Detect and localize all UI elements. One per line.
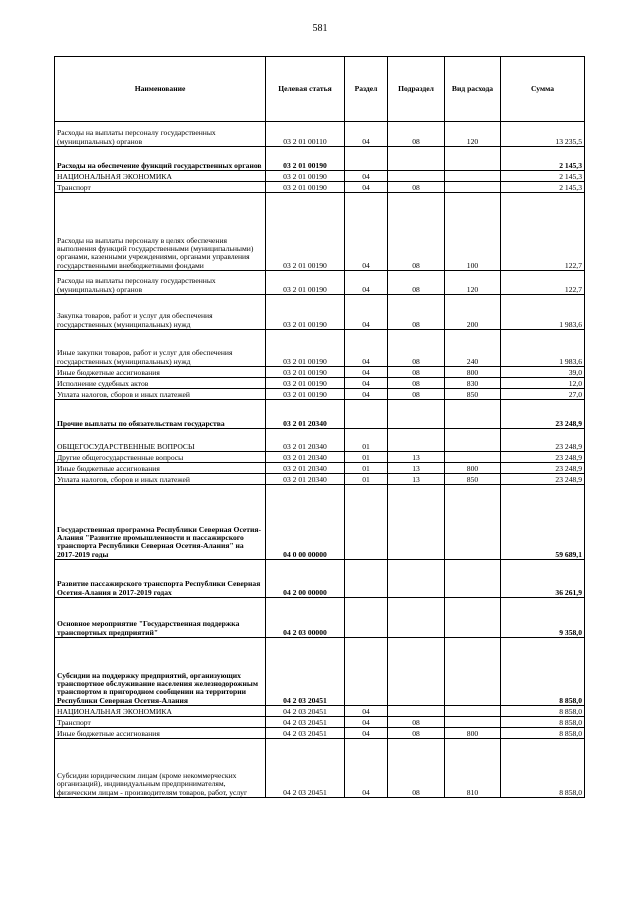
row-section-cell — [345, 598, 388, 638]
row-expense-type-cell — [445, 638, 501, 706]
row-target-article-cell: 03 2 01 00190 — [266, 389, 345, 400]
row-target-article-cell: 03 2 01 00190 — [266, 367, 345, 378]
table-row — [55, 485, 585, 560]
row-target-article-cell: 04 2 03 00000 — [266, 598, 345, 638]
table-row — [55, 706, 585, 717]
row-expense-type-cell — [445, 560, 501, 598]
row-sum-cell: 23 248,9 — [501, 463, 585, 474]
row-section-cell: 04 — [345, 193, 388, 271]
row-expense-type-cell: 200 — [445, 295, 501, 330]
row-expense-type-cell — [445, 429, 501, 452]
table-row — [55, 295, 585, 330]
row-name-cell: Субсидии на поддержку предприятий, организующих транспортное обслуживание населения железнодорожным транспортом в пригородном сообщении на территории Республики Северная Осетия-Алания — [55, 638, 266, 706]
row-section-cell: 04 — [345, 389, 388, 400]
table-row — [55, 728, 585, 739]
row-subsection-cell: 13 — [388, 474, 445, 485]
row-name-cell: Прочие выплаты по обязательствам государства — [55, 400, 266, 429]
row-sum-cell: 122,7 — [501, 271, 585, 295]
row-expense-type-cell: 100 — [445, 193, 501, 271]
row-expense-type-cell: 800 — [445, 728, 501, 739]
row-target-article-cell: 04 2 03 20451 — [266, 638, 345, 706]
row-subsection-cell — [388, 429, 445, 452]
row-sum-cell: 27,0 — [501, 389, 585, 400]
row-expense-type-cell: 810 — [445, 739, 501, 798]
row-name-cell: Транспорт — [55, 182, 266, 193]
row-target-article-cell: 03 2 01 20340 — [266, 474, 345, 485]
row-subsection-cell: 13 — [388, 463, 445, 474]
row-name-cell: Транспорт — [55, 717, 266, 728]
row-subsection-cell — [388, 598, 445, 638]
row-subsection-cell — [388, 560, 445, 598]
row-target-article-cell: 03 2 01 00190 — [266, 193, 345, 271]
row-subsection-cell: 08 — [388, 367, 445, 378]
row-subsection-cell: 08 — [388, 193, 445, 271]
table-row — [55, 598, 585, 638]
row-name-cell: Другие общегосударственные вопросы — [55, 452, 266, 463]
row-section-cell — [345, 485, 388, 560]
row-section-cell: 04 — [345, 728, 388, 739]
row-subsection-cell — [388, 400, 445, 429]
row-name-cell: Иные бюджетные ассигнования — [55, 367, 266, 378]
row-section-cell: 04 — [345, 271, 388, 295]
table-row — [55, 429, 585, 452]
table-row — [55, 717, 585, 728]
table-row — [55, 474, 585, 485]
row-expense-type-cell: 850 — [445, 474, 501, 485]
budget-table — [54, 56, 585, 798]
row-subsection-cell: 08 — [388, 330, 445, 367]
row-subsection-cell: 08 — [388, 122, 445, 147]
row-target-article-cell: 03 2 01 00190 — [266, 378, 345, 389]
row-target-article-cell: 04 0 00 00000 — [266, 485, 345, 560]
table-row — [55, 452, 585, 463]
row-expense-type-cell — [445, 400, 501, 429]
header-subsection: Подраздел — [388, 57, 445, 122]
row-expense-type-cell — [445, 598, 501, 638]
row-subsection-cell: 08 — [388, 271, 445, 295]
row-section-cell: 04 — [345, 171, 388, 182]
row-target-article-cell: 03 2 01 00190 — [266, 182, 345, 193]
row-expense-type-cell — [445, 717, 501, 728]
row-sum-cell: 1 983,6 — [501, 330, 585, 367]
row-name-cell: Основное мероприятие "Государственная поддержка транспортных предприятий" — [55, 598, 266, 638]
row-name-cell: Уплата налогов, сборов и иных платежей — [55, 474, 266, 485]
header-sum: Сумма — [501, 57, 585, 122]
row-name-cell: НАЦИОНАЛЬНАЯ ЭКОНОМИКА — [55, 706, 266, 717]
table-row — [55, 389, 585, 400]
row-sum-cell: 23 248,9 — [501, 474, 585, 485]
row-target-article-cell: 03 2 01 00110 — [266, 122, 345, 147]
row-subsection-cell — [388, 485, 445, 560]
page-number: 581 — [312, 23, 328, 34]
row-expense-type-cell: 120 — [445, 271, 501, 295]
row-section-cell: 04 — [345, 717, 388, 728]
table-row — [55, 182, 585, 193]
header-name: Наименование — [55, 57, 266, 122]
row-name-cell: Уплата налогов, сборов и иных платежей — [55, 389, 266, 400]
row-sum-cell: 8 858,0 — [501, 728, 585, 739]
table-body — [55, 122, 585, 798]
row-sum-cell: 23 248,9 — [501, 400, 585, 429]
row-subsection-cell: 08 — [388, 728, 445, 739]
header-section: Раздел — [345, 57, 388, 122]
row-expense-type-cell — [445, 706, 501, 717]
row-expense-type-cell — [445, 182, 501, 193]
row-section-cell: 04 — [345, 739, 388, 798]
table-row — [55, 560, 585, 598]
row-name-cell: Расходы на выплаты персоналу в целях обеспечения выполнения функций государственными (муниципальными) органами, казенными учреждениями, органами управления государственными внебюджетными фондами — [55, 193, 266, 271]
row-sum-cell: 12,0 — [501, 378, 585, 389]
row-sum-cell: 1 983,6 — [501, 295, 585, 330]
row-sum-cell: 36 261,9 — [501, 560, 585, 598]
row-subsection-cell — [388, 147, 445, 171]
table-row — [55, 463, 585, 474]
header-target-article: Целевая статья — [266, 57, 345, 122]
row-section-cell — [345, 400, 388, 429]
table-row — [55, 367, 585, 378]
row-name-cell: Иные закупки товаров, работ и услуг для обеспечения государственных (муниципальных) нужд — [55, 330, 266, 367]
row-section-cell — [345, 638, 388, 706]
row-expense-type-cell — [445, 171, 501, 182]
row-sum-cell: 2 145,3 — [501, 182, 585, 193]
row-name-cell: Иные бюджетные ассигнования — [55, 728, 266, 739]
row-sum-cell: 8 858,0 — [501, 706, 585, 717]
row-sum-cell: 8 858,0 — [501, 717, 585, 728]
row-section-cell: 01 — [345, 474, 388, 485]
row-name-cell: Закупка товаров, работ и услуг для обеспечения государственных (муниципальных) нужд — [55, 295, 266, 330]
row-section-cell: 04 — [345, 367, 388, 378]
row-subsection-cell: 08 — [388, 182, 445, 193]
row-target-article-cell: 03 2 01 00190 — [266, 171, 345, 182]
row-section-cell — [345, 560, 388, 598]
row-expense-type-cell: 830 — [445, 378, 501, 389]
row-sum-cell: 8 858,0 — [501, 638, 585, 706]
row-target-article-cell: 03 2 01 20340 — [266, 429, 345, 452]
row-sum-cell: 23 248,9 — [501, 452, 585, 463]
row-name-cell: Расходы на выплаты персоналу государственных (муниципальных) органов — [55, 271, 266, 295]
row-name-cell: Иные бюджетные ассигнования — [55, 463, 266, 474]
row-expense-type-cell: 800 — [445, 367, 501, 378]
row-name-cell: Субсидии юридическим лицам (кроме некоммерческих организаций), индивидуальным предпринимателям, физическим лицам - производителям товаров, работ, услуг — [55, 739, 266, 798]
row-section-cell: 04 — [345, 182, 388, 193]
row-subsection-cell: 08 — [388, 717, 445, 728]
table-row — [55, 171, 585, 182]
row-sum-cell: 13 235,5 — [501, 122, 585, 147]
row-section-cell: 04 — [345, 295, 388, 330]
table-header-row — [55, 57, 585, 122]
row-sum-cell: 2 145,3 — [501, 171, 585, 182]
row-section-cell: 04 — [345, 122, 388, 147]
row-name-cell: Расходы на обеспечение функций государственных органов — [55, 147, 266, 171]
row-subsection-cell — [388, 171, 445, 182]
row-section-cell: 04 — [345, 706, 388, 717]
row-expense-type-cell: 800 — [445, 463, 501, 474]
row-subsection-cell: 13 — [388, 452, 445, 463]
row-subsection-cell: 08 — [388, 389, 445, 400]
row-expense-type-cell — [445, 485, 501, 560]
row-expense-type-cell — [445, 452, 501, 463]
row-section-cell: 01 — [345, 429, 388, 452]
row-target-article-cell: 04 2 03 20451 — [266, 706, 345, 717]
row-name-cell: Расходы на выплаты персоналу государственных (муниципальных) органов — [55, 122, 266, 147]
header-expense-type: Вид расхода — [445, 57, 501, 122]
row-sum-cell: 59 689,1 — [501, 485, 585, 560]
row-name-cell: НАЦИОНАЛЬНАЯ ЭКОНОМИКА — [55, 171, 266, 182]
row-target-article-cell: 04 2 03 20451 — [266, 728, 345, 739]
row-section-cell: 04 — [345, 330, 388, 367]
row-sum-cell: 8 858,0 — [501, 739, 585, 798]
row-name-cell: ОБЩЕГОСУДАРСТВЕННЫЕ ВОПРОСЫ — [55, 429, 266, 452]
row-subsection-cell — [388, 706, 445, 717]
table-row — [55, 739, 585, 798]
row-sum-cell: 39,0 — [501, 367, 585, 378]
table-row — [55, 330, 585, 367]
row-target-article-cell: 04 2 03 20451 — [266, 739, 345, 798]
row-section-cell: 04 — [345, 378, 388, 389]
row-target-article-cell: 04 2 03 20451 — [266, 717, 345, 728]
row-section-cell — [345, 147, 388, 171]
row-target-article-cell: 03 2 01 00190 — [266, 271, 345, 295]
row-subsection-cell: 08 — [388, 739, 445, 798]
table-row — [55, 147, 585, 171]
row-target-article-cell: 03 2 01 00190 — [266, 330, 345, 367]
row-expense-type-cell: 850 — [445, 389, 501, 400]
row-target-article-cell: 03 2 01 20340 — [266, 452, 345, 463]
table-row — [55, 193, 585, 271]
table-row — [55, 638, 585, 706]
row-expense-type-cell — [445, 147, 501, 171]
row-expense-type-cell: 240 — [445, 330, 501, 367]
row-target-article-cell: 03 2 01 20340 — [266, 463, 345, 474]
row-name-cell: Развитие пассажирского транспорта Республики Северная Осетия-Алания в 2017-2019 годах — [55, 560, 266, 598]
table-row — [55, 378, 585, 389]
row-target-article-cell: 03 2 01 00190 — [266, 147, 345, 171]
row-target-article-cell: 03 2 01 00190 — [266, 295, 345, 330]
row-sum-cell: 23 248,9 — [501, 429, 585, 452]
row-expense-type-cell: 120 — [445, 122, 501, 147]
row-name-cell: Государственная программа Республики Северная Осетия-Алания "Развитие промышленности и пассажирского транспорта Республики Северная Осетия-Алания" на 2017-2019 годы — [55, 485, 266, 560]
row-subsection-cell — [388, 638, 445, 706]
table-row — [55, 400, 585, 429]
row-sum-cell: 2 145,3 — [501, 147, 585, 171]
row-target-article-cell: 03 2 01 20340 — [266, 400, 345, 429]
row-subsection-cell: 08 — [388, 378, 445, 389]
row-name-cell: Исполнение судебных актов — [55, 378, 266, 389]
row-sum-cell: 9 358,0 — [501, 598, 585, 638]
row-subsection-cell: 08 — [388, 295, 445, 330]
table-row — [55, 122, 585, 147]
row-target-article-cell: 04 2 00 00000 — [266, 560, 345, 598]
row-sum-cell: 122,7 — [501, 193, 585, 271]
row-section-cell: 01 — [345, 452, 388, 463]
row-section-cell: 01 — [345, 463, 388, 474]
table-row — [55, 271, 585, 295]
